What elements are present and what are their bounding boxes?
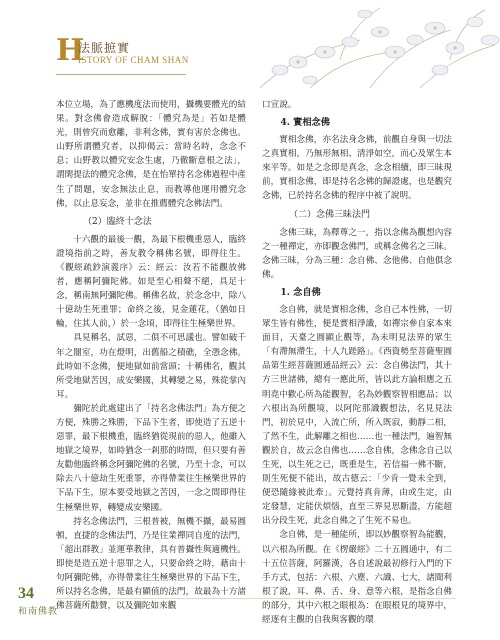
section-title-en: ISTORY OF CHAM SHAN — [78, 55, 189, 65]
paragraph: 具見稱名，試惡，二俱不可思議也。譬如破千年之闇室，功在燈明，出舊船之積礁，全憑念佛。此時如不念佛，便地獄如前當頭；十稱佛名，觀其所受地獄苦因，成安樂國，其轉變之易，殊從掌內耳。 — [56, 333, 246, 400]
paragraph: 十六觀的最後一觀，為最下根機重惡人，臨終證境指前之時，善友教令稱佛名號，即得往生。《觀經疏鈔演義序》云：經云：汝若不能觀放佛者，應稱阿彌陀佛。如是至心相聲不絕，具足十念，稱南無阿彌陀佛。稱佛名故，於念念中，除八十億劫生死重罪；命終之後，見金蓮花，（猶如日輪，住其人前，）於一念頃，即得往生極樂世界。 — [56, 234, 246, 330]
subsection-heading: （二）念佛三昧法門 — [289, 209, 371, 220]
header-divider — [56, 74, 186, 75]
paragraph: 念佛三昧，為釋尊之一，指以念佛為觀想內容之一種禪定，亦即觀念佛門，或稱念佛名之三昧。念佛三昧，分為三種：念自佛、念他佛、自他俱念佛。 — [262, 227, 452, 280]
subsection-heading: （2）臨終十念法 — [83, 216, 152, 227]
right-text-column — [262, 98, 452, 627]
paragraph: 本位立場，為了應機度法而使用，攝機要體光的結果。對念佛會造成解脫：「體究為是」若如是體光，則曾究而愈離，非利念佛，實有害於念佛也。山野所謂體究者，以抑偈云：當時名時，念念不息；山野教以體究安念生處，乃徹斷意根之法」，謂閑提法的體究念佛，是在怡單持名念佛過程中產生了問題，安念無法止息，而教導他運用體究念佛，以止息妄念，並非在推薦體究念佛法門。 — [56, 100, 246, 209]
paragraph: 彌陀於此處建出了「持名念佛法門」為方便之方便，殊勝之殊勝，下品下生者，即使造了五逆十惡罪，最下根機重，臨終猶從現前的惡人，他雖入地獄之境界，如時猶念一剎那的時間，但只要有善友勸他臨終稱念阿彌陀佛的名號，乃至十念，可以除去八十億劫生死重罪，亦得帶業往生極樂世界的下品下生，原本要受地獄之苦因，一念之間即得往生極樂世界，轉變成安樂國。 — [56, 403, 246, 513]
page-header — [0, 0, 500, 90]
paragraph: 持名念佛法門，三根普被，無機不攝，最易圓頓，直捷的念佛法門，乃是往業禪同自度的法門，「超出群教」並運華教律，具有普攝性與適機性。即使是造五逆十惡罪之人，只要命終之時，藉由十句阿彌陀佛，亦得帶業往生極樂世界的下品下生，所以持名念佛，是最有顯值的法門，故最為十方諸佛菩薩所勸贊，以及彌陀如來觀 — [56, 516, 246, 612]
paragraph: 念自佛，就是實相念佛，念自己本性佛，一切眾生皆有佛性，便是實相淨識，如禪宗參自家本來面目，天臺之圓顯止觀等，為未明見法界的眾生「有滯無滯生，十人九蹉路」。《西資勢至菩薩聖圓品第生經菩薩圓通品經云》云：念自佛法門，其十方三世諸佛，總有一應此所，皆以此方論相應之五明堯中歡心所為能觀智，名為妙觀察智相應品；以六根出為所觀境，以阿陀那識觀想法，名見見法門，初於見中，入流亡所，所入既寂，動靜二相，了然不生，此解離之相也……也一種法門，遍智無觀於自，故云念自佛也……念自佛，念佛念自己以生死，以生死之已，既重是生，若信福一佛不斷，則生死便不能出，故古德云：「少肯一覺未全到，便恐隨緣被此牽」。元覺持真肯薄，由或生定，由定發慧，定能伏煩惱，直至三界見思斷盡，方能超出分段生死，此念自佛之了生死不易也。 — [262, 304, 452, 527]
section-heading: 1. 念自佛 — [280, 286, 321, 298]
footer-divider — [56, 598, 456, 599]
paragraph: 實相念佛，亦名法身念佛，前觀自身與一切法之真實相，乃無形無相、清淨如空，而心及眾生本來平等。如是之念即是真念，念念相續，即三昧現前，實相念佛，即是持名念佛的歸證處，也是觀究念佛，已於持名念佛的程序中被了說明。 — [262, 135, 452, 202]
left-text-column — [56, 98, 246, 613]
magazine-name: 和南佛教 — [18, 607, 59, 617]
page-number: 34 — [18, 585, 34, 602]
section-heading: 4. 實相念佛 — [280, 117, 330, 129]
paragraph: 念自佛，是一種能所，即以妙觀察智為能觀，以六根為所觀。在《楞嚴經》二十五圓通中，有二十五位菩薩，阿羅漢，各自述說最初修行入門的下手方式，包括：六根、六塵、六識、七大，諸聞利根了說，耳、鼻、舌、身、意等六根，是指念自佛的部分，其中六根之眼根為：在眼根見的境界中，經逐有主觀的自我與客觀的環 — [262, 530, 452, 625]
section-logo-letter: H — [56, 33, 85, 68]
flower-illustration — [250, 0, 500, 90]
paragraph: 口宣說。 — [262, 100, 297, 110]
section-title-zh: 法脈摭實 — [78, 41, 131, 55]
